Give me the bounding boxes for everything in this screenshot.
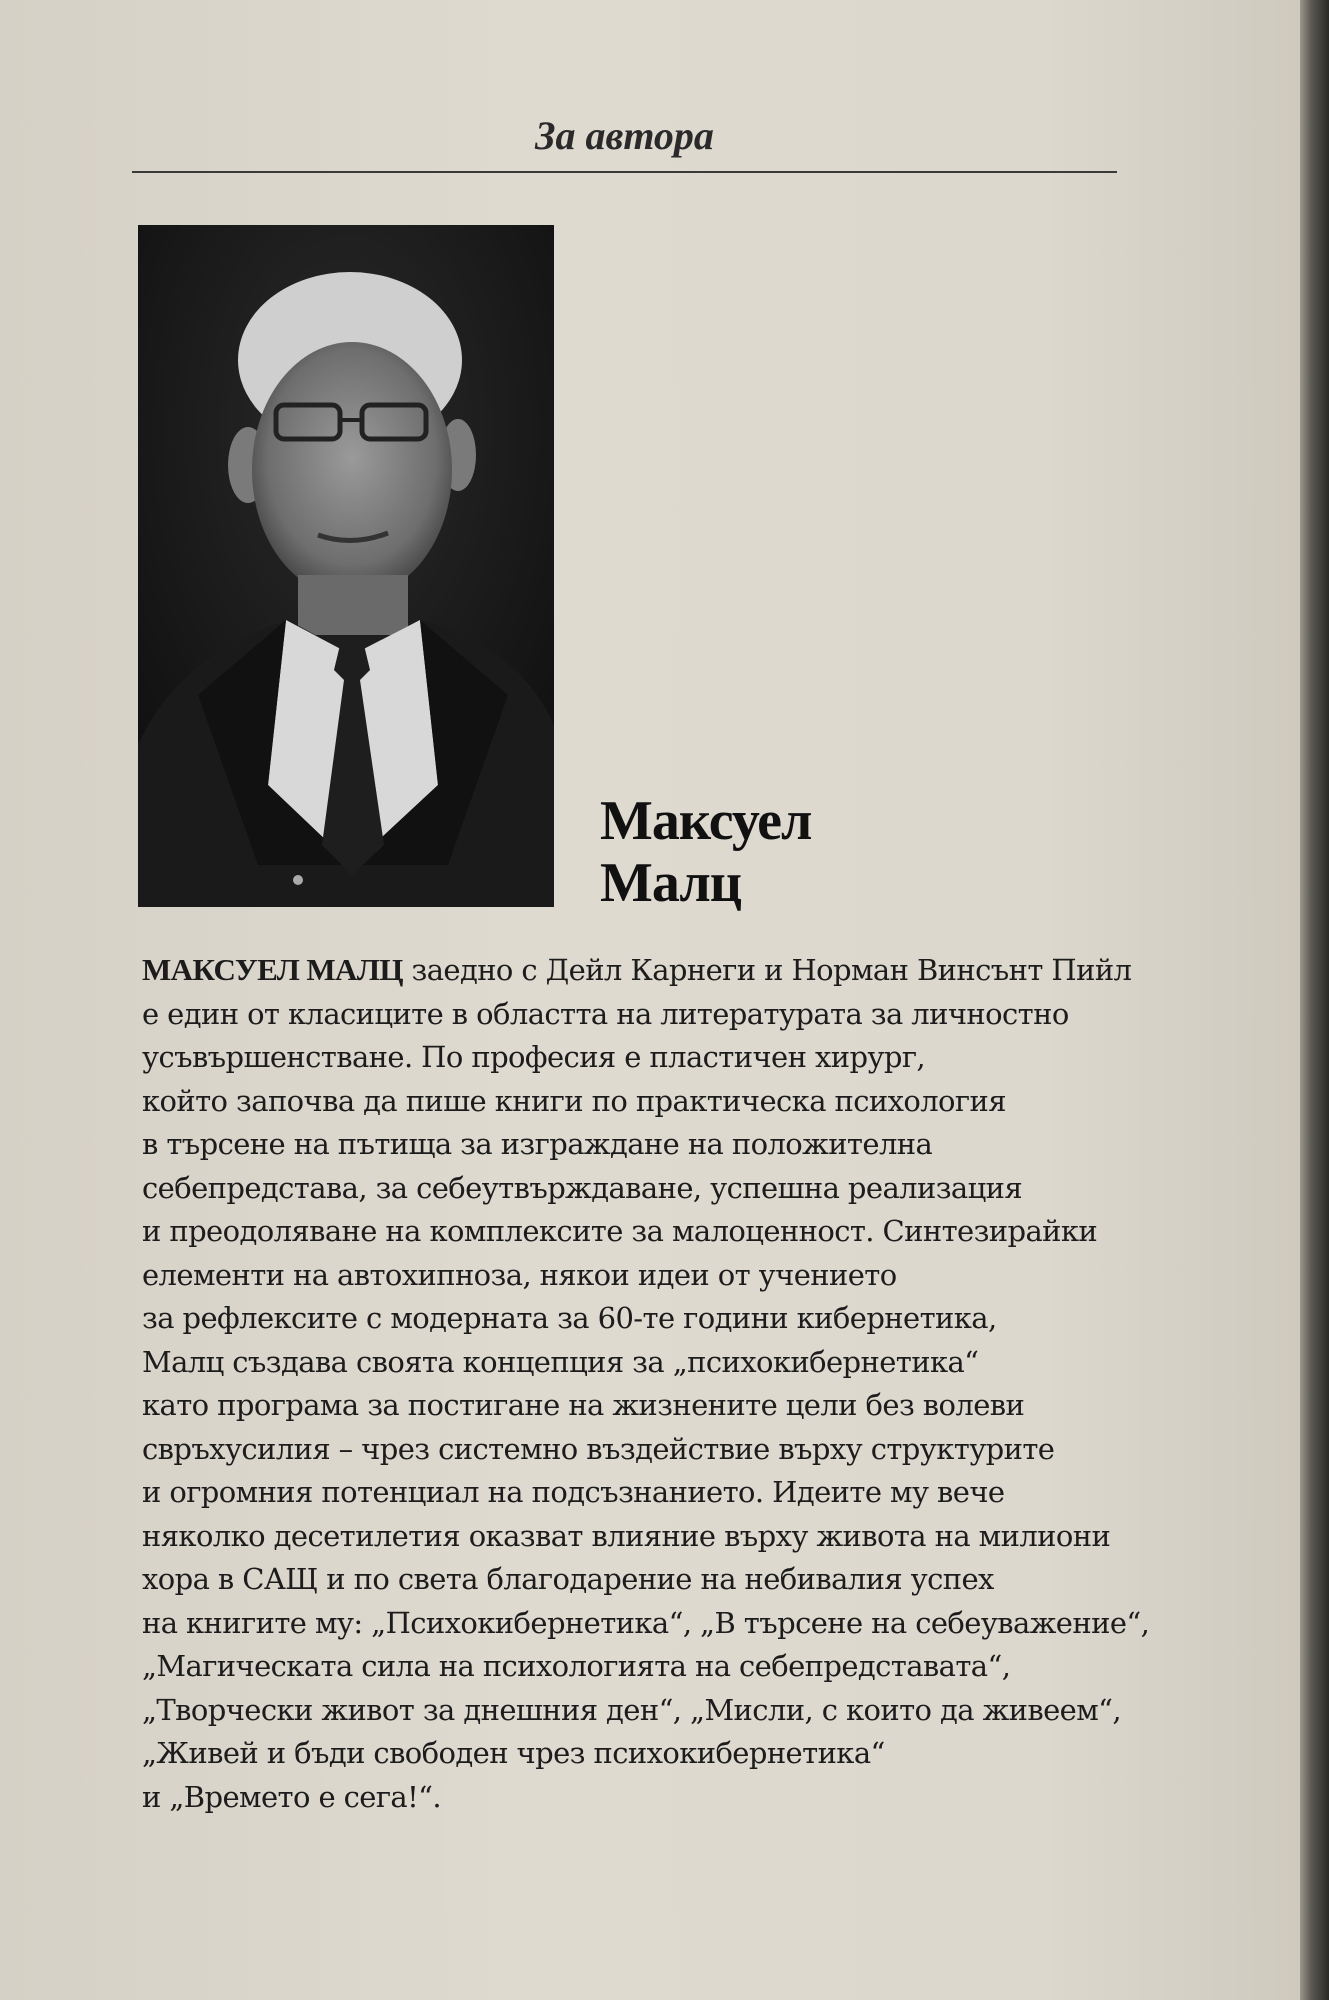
author-name-line-2: Малц: [600, 852, 742, 914]
bio-line: усъвършенстване. По професия е пластичен хирург,: [142, 1040, 926, 1074]
bio-line: елементи на автохипноза, някои идеи от учението: [142, 1257, 897, 1292]
bio-line: и огромния потенциал на подсъзнанието. Идеите му вече: [142, 1475, 1005, 1509]
header-rule: [132, 171, 1117, 173]
bio-first-line-text: заедно с Дейл Карнеги и Норман Винсънт Пийл: [402, 953, 1132, 987]
bio-line: [142, 948, 1132, 993]
author-photo: [138, 225, 554, 907]
bio-line: „Магическата сила на психологията на себепредставата“,: [142, 1649, 1011, 1683]
running-head: За автора: [535, 113, 714, 158]
bio-line: като програма за постигане на жизнените цели без волеви: [142, 1388, 1025, 1422]
bio-line: хора в САЩ и по света благодарение на небивалия успех: [142, 1562, 994, 1596]
author-name-line-1: Максуел: [600, 790, 812, 852]
bio-line: Малц създава своята концепция за „психокибернетика“: [142, 1344, 979, 1379]
author-name: [600, 790, 811, 914]
bio-line: „Живей и бъди свободен чрез психокибернетика“: [142, 1736, 885, 1770]
bio-line: няколко десетилетия оказват влияние върху живота на милиони: [142, 1518, 1111, 1553]
bio-line: себепредстава, за себеутвърждаване, успешна реализация: [142, 1170, 1023, 1205]
bio-line: и преодоляване на комплексите за малоценност. Синтезирайки: [142, 1214, 1098, 1248]
bio-line: на книгите му: „Психокибернетика“, „В търсене на себеуважение“,: [142, 1605, 1150, 1640]
page-edge: [1300, 0, 1329, 2000]
bio-line: и „Времето е сега!“.: [142, 1779, 442, 1814]
bio-lead-name: МАКСУЕЛ МАЛЦ: [142, 952, 403, 987]
bio-line: „Творчески живот за днешния ден“, „Мисли, с които да живеем“,: [142, 1692, 1122, 1727]
bio-line: който започва да пише книги по практическа психология: [142, 1083, 1006, 1118]
bio-line: за рефлексите с модерната за 60-те години кибернетика,: [142, 1301, 997, 1335]
bio-line: в търсене на пътища за изграждане на положителна: [142, 1127, 933, 1161]
author-bio: [142, 948, 1150, 1819]
bio-line: свръхусилия – чрез системно въздействие върху структурите: [142, 1431, 1055, 1466]
author-portrait-icon: [138, 225, 554, 907]
bio-line: е един от класиците в областта на литературата за личностно: [142, 996, 1069, 1031]
